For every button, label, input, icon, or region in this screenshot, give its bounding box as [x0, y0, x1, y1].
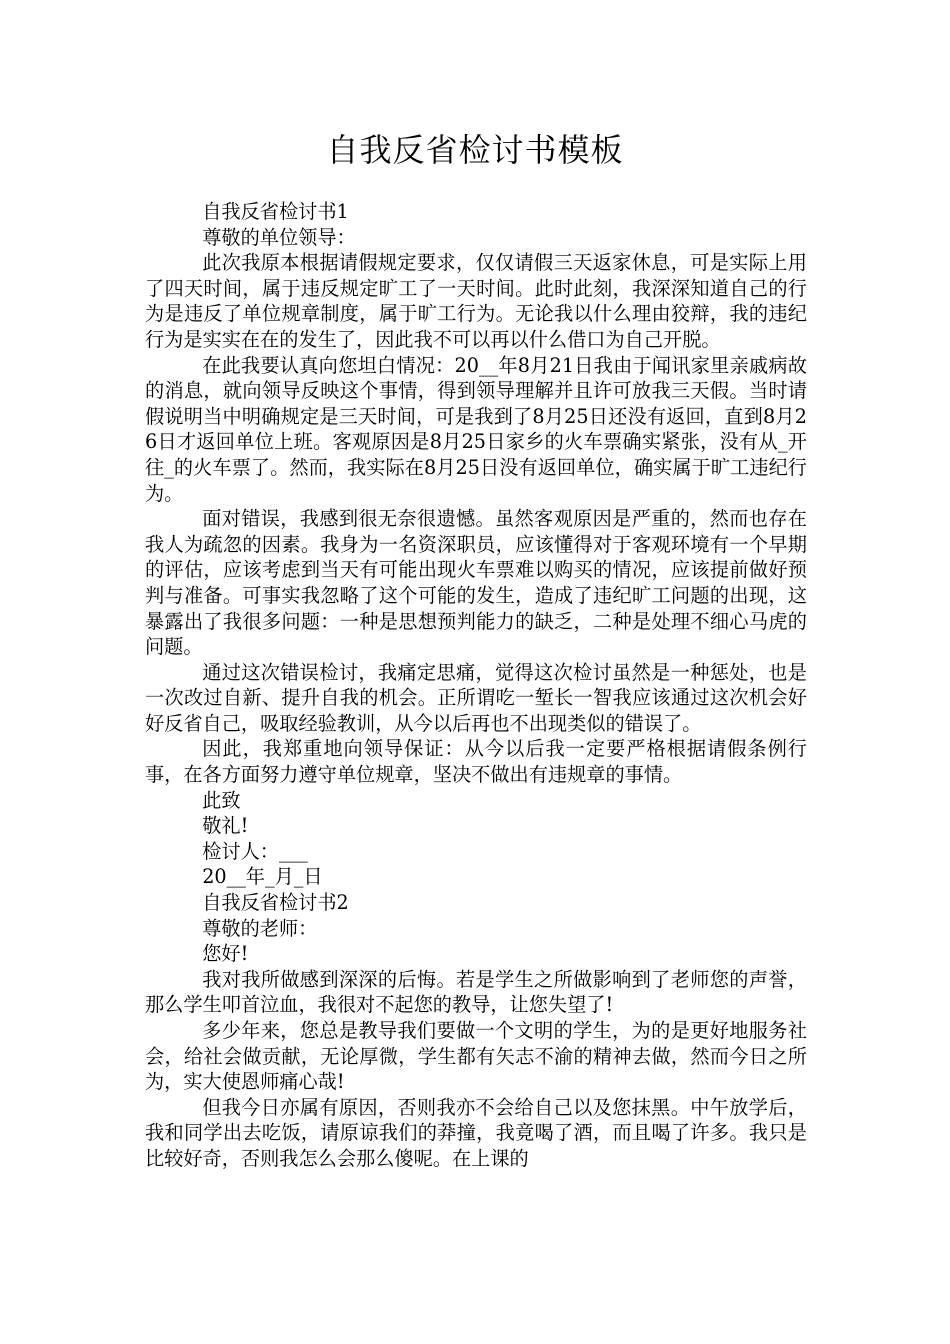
salutation: 尊敬的老师：	[202, 916, 318, 940]
paragraph: 但我今日亦属有原因，否则我亦不会给自己以及您抹黑。中午放学后，我和同学出去吃饭，请原谅我们的莽撞，我竟喝了酒，而且喝了许多。我只是比较好奇，否则我怎么会那么傻呢。在上课的	[145, 1095, 807, 1170]
paragraph: 在此我要认真向您坦白情况：20__年8月21日我由于闻讯家里亲戚病故的消息，就向领导反映这个事情，得到领导理解并且许可放我三天假。当时请假说明当中明确规定是三天时间，可是我到了8月25日还没有返回，直到8月26日才返回单位上班。客观原因是8月25日家乡的火车票确实紧张，没有从_开往_的火车票了。然而，我实际在8月25日没有返回单位，确实属于旷工违纪行为。	[145, 353, 807, 505]
salutation: 尊敬的单位领导：	[202, 225, 356, 249]
closing-line: 此致	[202, 788, 241, 812]
paragraph: 面对错误，我感到很无奈很遗憾。虽然客观原因是严重的，然而也存在我人为疏忽的因素。我身为一名资深职员，应该懂得对于客观环境有一个早期的评估，应该考虑到当天有可能出现火车票难以购买的情况，应该提前做好预判与准备。可事实我忽略了这个可能的发生，造成了违纪旷工问题的出现，这暴露出了我很多问题：一种是思想预判能力的缺乏，二种是处理不细心马虎的问题。	[145, 507, 807, 659]
date-line: 20__年_月_日	[202, 865, 323, 889]
closing-line: 敬礼!	[202, 814, 249, 838]
paragraph: 因此，我郑重地向领导保证：从今以后我一定要严格根据请假条例行事，在各方面努力遵守单位规章，坚决不做出有违规章的事情。	[145, 737, 807, 787]
paragraph: 多少年来，您总是教导我们要做一个文明的学生，为的是更好地服务社会，给社会做贡献，无论厚微，学生都有矢志不渝的精神去做，然而今日之所为，实大使恩师痛心哉!	[145, 1019, 807, 1094]
paragraph: 此次我原本根据请假规定要求，仅仅请假三天返家休息，可是实际上用了四天时间，属于违反规定旷工了一天时间。此时此刻，我深深知道自己的行为是违反了单位规章制度，属于旷工行为。无论我以什么理由狡辩，我的违纪行为是实实在在的发生了，因此我不可以再以什么借口为自己开脱。	[145, 251, 807, 351]
paragraph: 我对我所做感到深深的后悔。若是学生之所做影响到了老师您的声誉，那么学生叩首泣血，我很对不起您的教导，让您失望了!	[145, 967, 807, 1017]
section-heading: 自我反省检讨书1	[202, 200, 349, 223]
document-title: 自我反省检讨书模板	[326, 131, 624, 169]
signature-line: 检讨人：___	[202, 839, 308, 863]
greeting: 您好!	[202, 942, 249, 966]
paragraph: 通过这次错误检讨，我痛定思痛，觉得这次检讨虽然是一种惩处，也是一次改过自新、提升自我的机会。正所谓吃一堑长一智我应该通过这次机会好好反省自己，吸取经验教训，从今以后再也不出现类似的错误了。	[145, 660, 807, 735]
section-heading: 自我反省检讨书2	[202, 891, 349, 915]
document-body	[145, 199, 807, 1172]
